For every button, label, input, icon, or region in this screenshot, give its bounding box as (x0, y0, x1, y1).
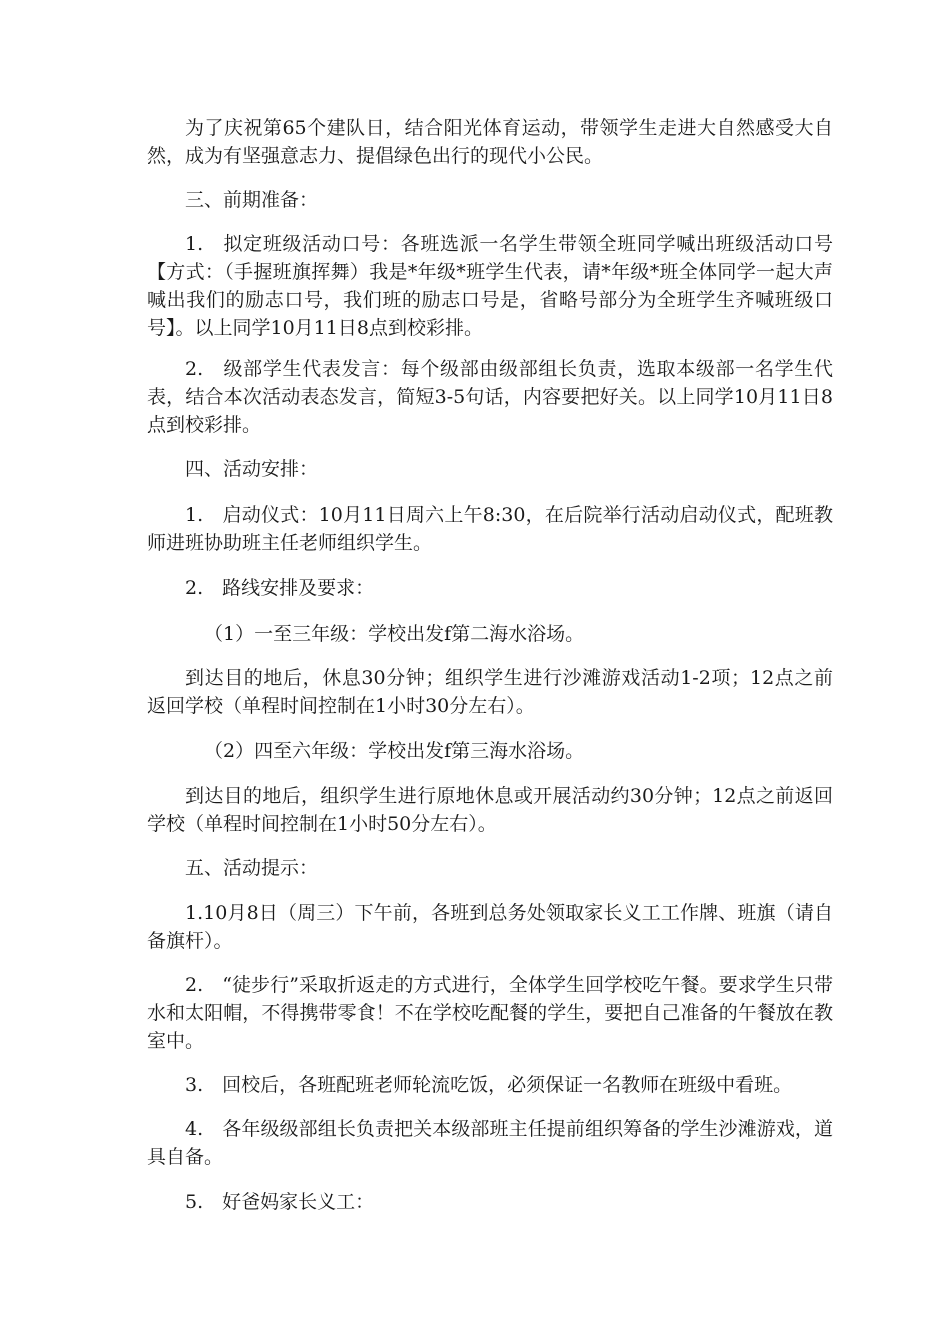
tips-item-5: 5. 好爸妈家长义工： (185, 1191, 375, 1213)
tips-item-3: 3. 回校后，各班配班老师轮流吃饭，必须保证一名教师在班级中看班。 (185, 1074, 793, 1096)
intro-paragraph: 为了庆祝第65个建队日，结合阳光体育运动，带领学生走进大自然感受大自然，成为有坚强意志力、提倡绿色出行的现代小公民。 (147, 117, 833, 167)
section-heading-preparation: 三、前期准备： (185, 189, 319, 211)
tips-item-1: 1.10月8日（周三）下午前，各班到总务处领取家长义工工作牌、班旗（请自备旗杆）。 (147, 902, 833, 952)
preparation-item-2: 2. 级部学生代表发言：每个级部由级部组长负责，选取本级部一名学生代表，结合本次活动表态发言，简短3-5句话，内容要把好关。以上同学10月11日8点到校彩排。 (147, 358, 833, 436)
route-grade-4-6-detail: 到达目的地后，组织学生进行原地休息或开展活动约30分钟；12点之前返回学校（单程时间控制在1小时50分左右）。 (147, 785, 833, 835)
arrangement-item-2: 2. 路线安排及要求： (185, 577, 375, 599)
route-grade-1-3-detail: 到达目的地后，休息30分钟；组织学生进行沙滩游戏活动1-2项；12点之前返回学校（单程时间控制在1小时30分左右）。 (147, 667, 833, 717)
section-heading-arrangement: 四、活动安排： (185, 458, 319, 480)
route-grade-1-3: （1）一至三年级：学校出发f第二海水浴场。 (204, 623, 585, 645)
section-heading-tips: 五、活动提示： (185, 857, 319, 879)
tips-item-2: 2. “徒步行”采取折返走的方式进行，全体学生回学校吃午餐。要求学生只带水和太阳帽，不得携带零食！不在学校吃配餐的学生，要把自己准备的午餐放在教室中。 (147, 974, 833, 1052)
preparation-item-1: 1. 拟定班级活动口号：各班选派一名学生带领全班同学喊出班级活动口号【方式：（手握班旗挥舞）我是*年级*班学生代表，请*年级*班全体同学一起大声喊出我们的励志口号，我们班的励志口号是，省略号部分为全班学生齐喊班级口号】。以上同学10月11日8点到校彩排。 (147, 233, 833, 339)
arrangement-item-1: 1. 启动仪式：10月11日周六上午8:30，在后院举行活动启动仪式，配班教师进班协助班主任老师组织学生。 (147, 504, 833, 554)
tips-item-4: 4. 各年级级部组长负责把关本级部班主任提前组织筹备的学生沙滩游戏，道具自备。 (147, 1118, 833, 1168)
route-grade-4-6: （2）四至六年级：学校出发f第三海水浴场。 (204, 740, 585, 762)
